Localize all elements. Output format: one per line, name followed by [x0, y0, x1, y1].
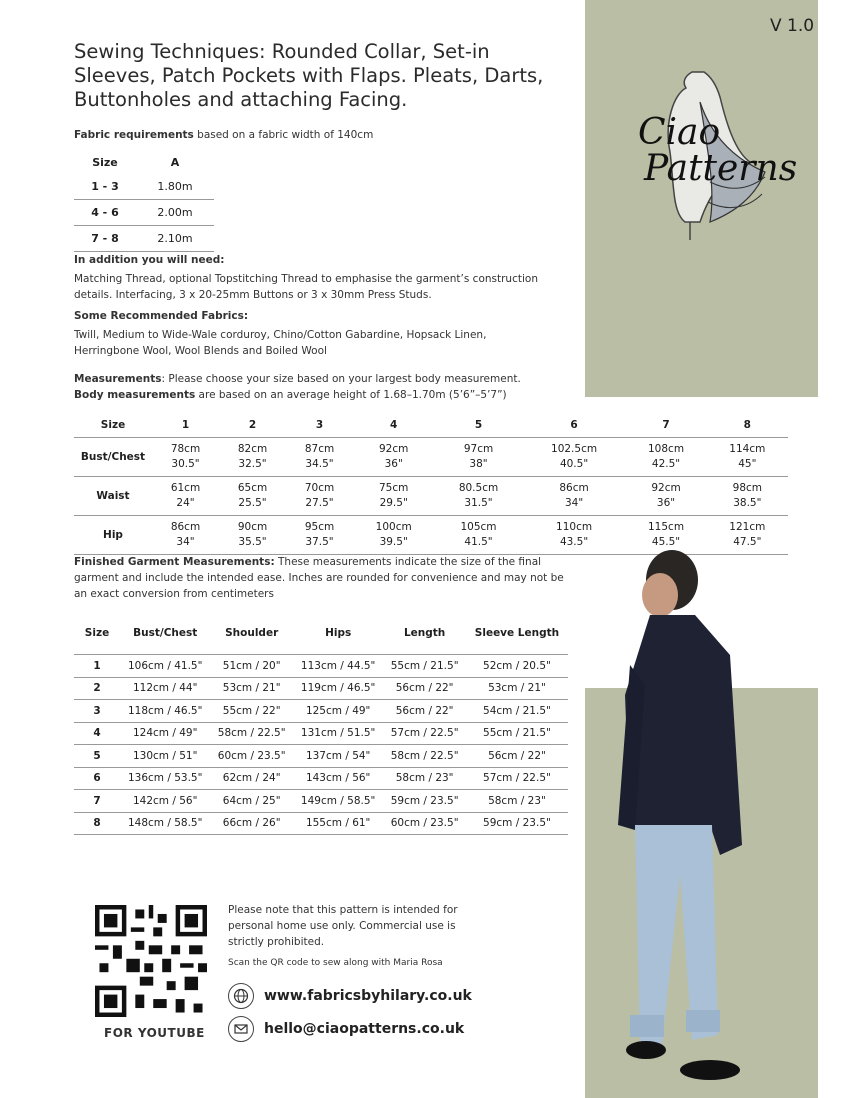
inch-value: 36": [656, 497, 676, 509]
table-cell: 66cm / 26": [210, 812, 293, 835]
table-header-cell: Hips: [325, 627, 352, 639]
body-measurements-detail: are based on an average height of 1.68–1.70m (5’6”–5’7”): [195, 389, 507, 401]
inch-value: 38.5": [733, 497, 762, 509]
table-cell: 137cm / 54": [293, 745, 383, 768]
cm-value: 61cm: [170, 482, 201, 494]
table-cell: 1 - 3: [74, 174, 136, 200]
table-cell: 5: [74, 745, 120, 768]
measurements-detail: : Please choose your size based on your largest body measurement.: [161, 373, 521, 385]
website-row[interactable]: [228, 981, 472, 1011]
table-header-cell: Size: [74, 413, 152, 438]
inch-value: 45.5": [651, 536, 681, 548]
table-cell: 142cm / 56": [120, 790, 210, 813]
table-cell: [353, 516, 434, 555]
table-cell: 55cm / 21.5": [466, 722, 568, 745]
table-cell: 1: [74, 655, 120, 678]
body-measurements-label: Body measurements: [74, 389, 196, 401]
table-cell: 57cm / 22.5": [383, 722, 466, 745]
cm-value: 80.5cm: [458, 482, 499, 494]
table-header-cell: 6: [523, 413, 626, 438]
table-row: [74, 226, 214, 252]
inch-value: 24": [176, 497, 195, 509]
row-label: Waist: [74, 477, 152, 516]
cm-value: 114cm: [729, 443, 766, 455]
table-cell: [152, 438, 219, 477]
table-cell: 125cm / 49": [293, 700, 383, 723]
inch-value: 34.5": [305, 458, 334, 470]
table-cell: 1.80m: [136, 174, 214, 200]
table-cell: [286, 516, 353, 555]
table-cell: 64cm / 25": [210, 790, 293, 813]
table-cell: 131cm / 51.5": [293, 722, 383, 745]
inch-value: 27.5": [305, 497, 334, 509]
measurements-line-2: [74, 387, 594, 403]
table-cell: [434, 438, 522, 477]
model-photo: [600, 545, 760, 1090]
cm-value: 95cm: [304, 521, 335, 533]
table-cell: 7 - 8: [74, 226, 136, 252]
table-header-cell: Sleeve Length: [474, 627, 560, 639]
table-row: [74, 812, 568, 835]
logo-line-2: Patterns: [644, 148, 798, 189]
table-cell: 143cm / 56": [293, 767, 383, 790]
fabric-header-size: Size: [92, 155, 118, 169]
table-cell: [625, 477, 706, 516]
table-cell: 119cm / 46.5": [293, 677, 383, 700]
cm-value: 70cm: [304, 482, 335, 494]
table-cell: 136cm / 53.5": [120, 767, 210, 790]
cm-value: 92cm: [651, 482, 681, 494]
table-cell: 112cm / 44": [120, 677, 210, 700]
inch-value: 32.5": [238, 458, 267, 470]
table-cell: 3: [74, 700, 120, 723]
fabric-requirements-text: [74, 127, 574, 143]
table-cell: [707, 438, 788, 477]
inch-value: 40.5": [559, 458, 589, 470]
table-row: [74, 655, 568, 678]
table-cell: 62cm / 24": [210, 767, 293, 790]
table-cell: 106cm / 41.5": [120, 655, 210, 678]
table-cell: 54cm / 21.5": [466, 700, 568, 723]
finished-measurements-detail: These measurements indicate the size of the final garment and include the intended ease. Inches are rounded for convenience and may not be an exact conversion from centimeters: [74, 556, 564, 600]
email-row[interactable]: [228, 1014, 464, 1044]
fabric-requirements-detail: based on a fabric width of 140cm: [193, 129, 374, 141]
cm-value: 115cm: [648, 521, 685, 533]
table-cell: [219, 516, 286, 555]
finished-measurements-text: [74, 554, 574, 602]
inch-value: 29.5": [379, 497, 408, 509]
inch-value: 41.5": [464, 536, 493, 548]
inch-value: 25.5": [238, 497, 267, 509]
inch-value: 42.5": [651, 458, 681, 470]
inch-value: 31.5": [464, 497, 493, 509]
cm-value: 86cm: [559, 482, 589, 494]
cm-value: 92cm: [378, 443, 409, 455]
inch-value: 30.5": [171, 458, 200, 470]
fabrics-text: Twill, Medium to Wide-Wale corduroy, Chino/Cotton Gabardine, Hopsack Linen, Herringbone Wool, Wool Blends and Boiled Wool: [74, 329, 487, 357]
table-cell: 59cm / 23.5": [466, 812, 568, 835]
fabric-header-a: A: [170, 155, 180, 169]
table-cell: 6: [74, 767, 120, 790]
table-cell: 124cm / 49": [120, 722, 210, 745]
cm-value: 86cm: [170, 521, 201, 533]
table-cell: 148cm / 58.5": [120, 812, 210, 835]
table-header-cell: 8: [707, 413, 788, 438]
table-cell: 58cm / 22.5": [210, 722, 293, 745]
inch-value: 35.5": [238, 536, 267, 548]
table-header-cell: 4: [353, 413, 434, 438]
table-cell: [286, 477, 353, 516]
table-cell: 4 - 6: [74, 200, 136, 226]
table-cell: 57cm / 22.5": [466, 767, 568, 790]
table-cell: [625, 438, 706, 477]
inch-value: 37.5": [305, 536, 334, 548]
fabric-table: [74, 150, 214, 252]
table-cell: [152, 516, 219, 555]
cm-value: 108cm: [648, 443, 685, 455]
table-row: [74, 700, 568, 723]
cm-value: 100cm: [375, 521, 412, 533]
table-header-cell: Length: [403, 627, 446, 639]
table-header-cell: Size: [84, 627, 110, 639]
inch-value: 39.5": [379, 536, 408, 548]
cm-value: 87cm: [304, 443, 335, 455]
usage-note: Please note that this pattern is intended for personal home use only. Commercial use is strictly prohibited.: [228, 904, 458, 948]
table-row: [74, 745, 568, 768]
inch-value: 47.5": [733, 536, 762, 548]
table-row: [74, 174, 214, 200]
table-row: [74, 790, 568, 813]
scan-note: Scan the QR code to sew along with Maria Rosa: [228, 958, 443, 968]
table-row: [74, 677, 568, 700]
table-cell: [152, 477, 219, 516]
table-cell: 4: [74, 722, 120, 745]
table-cell: 8: [74, 812, 120, 835]
fabric-table-header: [74, 150, 214, 174]
inch-value: 45": [738, 458, 757, 470]
table-header-cell: Shoulder: [225, 627, 279, 639]
inch-value: 38": [469, 458, 488, 470]
inch-value: 43.5": [559, 536, 589, 548]
table-cell: [286, 438, 353, 477]
body-measurements-table: [74, 413, 788, 555]
table-cell: 118cm / 46.5": [120, 700, 210, 723]
table-cell: [353, 477, 434, 516]
table-row: [74, 438, 788, 477]
cm-value: 75cm: [378, 482, 409, 494]
website-link[interactable]: www.fabricsbyhilary.co.uk: [264, 988, 472, 1004]
table-cell: 149cm / 58.5": [293, 790, 383, 813]
fabrics-heading: Some Recommended Fabrics:: [74, 310, 249, 322]
table-cell: 56cm / 22": [383, 677, 466, 700]
table-cell: [707, 477, 788, 516]
table-cell: 53cm / 21": [466, 677, 568, 700]
table-cell: 51cm / 20": [210, 655, 293, 678]
table-cell: 58cm / 23": [383, 767, 466, 790]
table-cell: [353, 438, 434, 477]
cm-value: 65cm: [237, 482, 268, 494]
table-header-cell: Bust/Chest: [133, 627, 198, 639]
inch-value: 34": [176, 536, 195, 548]
table-cell: 155cm / 61": [293, 812, 383, 835]
table-cell: 58cm / 23": [466, 790, 568, 813]
email-link[interactable]: hello@ciaopatterns.co.uk: [264, 1021, 465, 1037]
table-row: [74, 200, 214, 226]
inch-value: 34": [564, 497, 584, 509]
row-label: Bust/Chest: [74, 438, 152, 477]
table-header-cell: 1: [152, 413, 219, 438]
cm-value: 98cm: [732, 482, 763, 494]
cm-value: 82cm: [237, 443, 268, 455]
table-cell: 56cm / 22": [383, 700, 466, 723]
finished-table-header: [74, 612, 568, 655]
inch-value: 36": [384, 458, 403, 470]
finished-measurements-label: Finished Garment Measurements:: [74, 556, 275, 568]
measurements-label: Measurements: [74, 373, 162, 385]
table-cell: 55cm / 22": [210, 700, 293, 723]
addition-heading: In addition you will need:: [74, 254, 225, 266]
ciao-patterns-logo: [630, 62, 798, 242]
table-cell: [523, 477, 626, 516]
table-row: [74, 722, 568, 745]
table-cell: 56cm / 22": [466, 745, 568, 768]
measurements-line-1: [74, 371, 594, 387]
cm-value: 90cm: [237, 521, 268, 533]
table-cell: [219, 438, 286, 477]
table-cell: 55cm / 21.5": [383, 655, 466, 678]
row-label: Hip: [74, 516, 152, 555]
table-cell: 2.00m: [136, 200, 214, 226]
table-row: [74, 767, 568, 790]
table-cell: [523, 438, 626, 477]
table-header-cell: 2: [219, 413, 286, 438]
table-cell: 59cm / 23.5": [383, 790, 466, 813]
page-title: Sewing Techniques: Rounded Collar, Set-in Sleeves, Patch Pockets with Flaps. Pleats, Darts, Buttonholes and attaching Facing.: [74, 40, 544, 111]
cm-value: 121cm: [729, 521, 766, 533]
table-cell: 2: [74, 677, 120, 700]
table-cell: [434, 477, 522, 516]
globe-icon: [228, 983, 254, 1009]
cm-value: 102.5cm: [551, 443, 598, 455]
cm-value: 105cm: [460, 521, 497, 533]
body-table-header: [74, 413, 788, 438]
mail-icon: [228, 1016, 254, 1042]
cm-value: 97cm: [463, 443, 494, 455]
table-header-cell: 3: [286, 413, 353, 438]
table-header-cell: 5: [434, 413, 522, 438]
cm-value: 78cm: [170, 443, 201, 455]
table-cell: 60cm / 23.5": [383, 812, 466, 835]
qr-code[interactable]: [95, 905, 207, 1017]
table-cell: 7: [74, 790, 120, 813]
table-cell: 52cm / 20.5": [466, 655, 568, 678]
fabric-requirements-label: Fabric requirements: [74, 129, 194, 141]
table-cell: [434, 516, 522, 555]
table-cell: 58cm / 22.5": [383, 745, 466, 768]
table-row: [74, 477, 788, 516]
table-cell: [219, 477, 286, 516]
table-cell: 60cm / 23.5": [210, 745, 293, 768]
table-cell: 2.10m: [136, 226, 214, 252]
logo-line-1: Ciao: [638, 112, 721, 153]
cm-value: 110cm: [556, 521, 593, 533]
version-label: V 1.0: [770, 16, 815, 36]
table-cell: 53cm / 21": [210, 677, 293, 700]
table-cell: 113cm / 44.5": [293, 655, 383, 678]
table-header-cell: 7: [625, 413, 706, 438]
finished-garment-table: [74, 612, 568, 835]
for-youtube-label: FOR YOUTUBE: [104, 1026, 205, 1040]
table-cell: 130cm / 51": [120, 745, 210, 768]
addition-text: Matching Thread, optional Topstitching Thread to emphasise the garment’s construction details. Interfacing, 3 x 20-25mm Buttons or 3 x 30mm Press Studs.: [74, 273, 538, 301]
